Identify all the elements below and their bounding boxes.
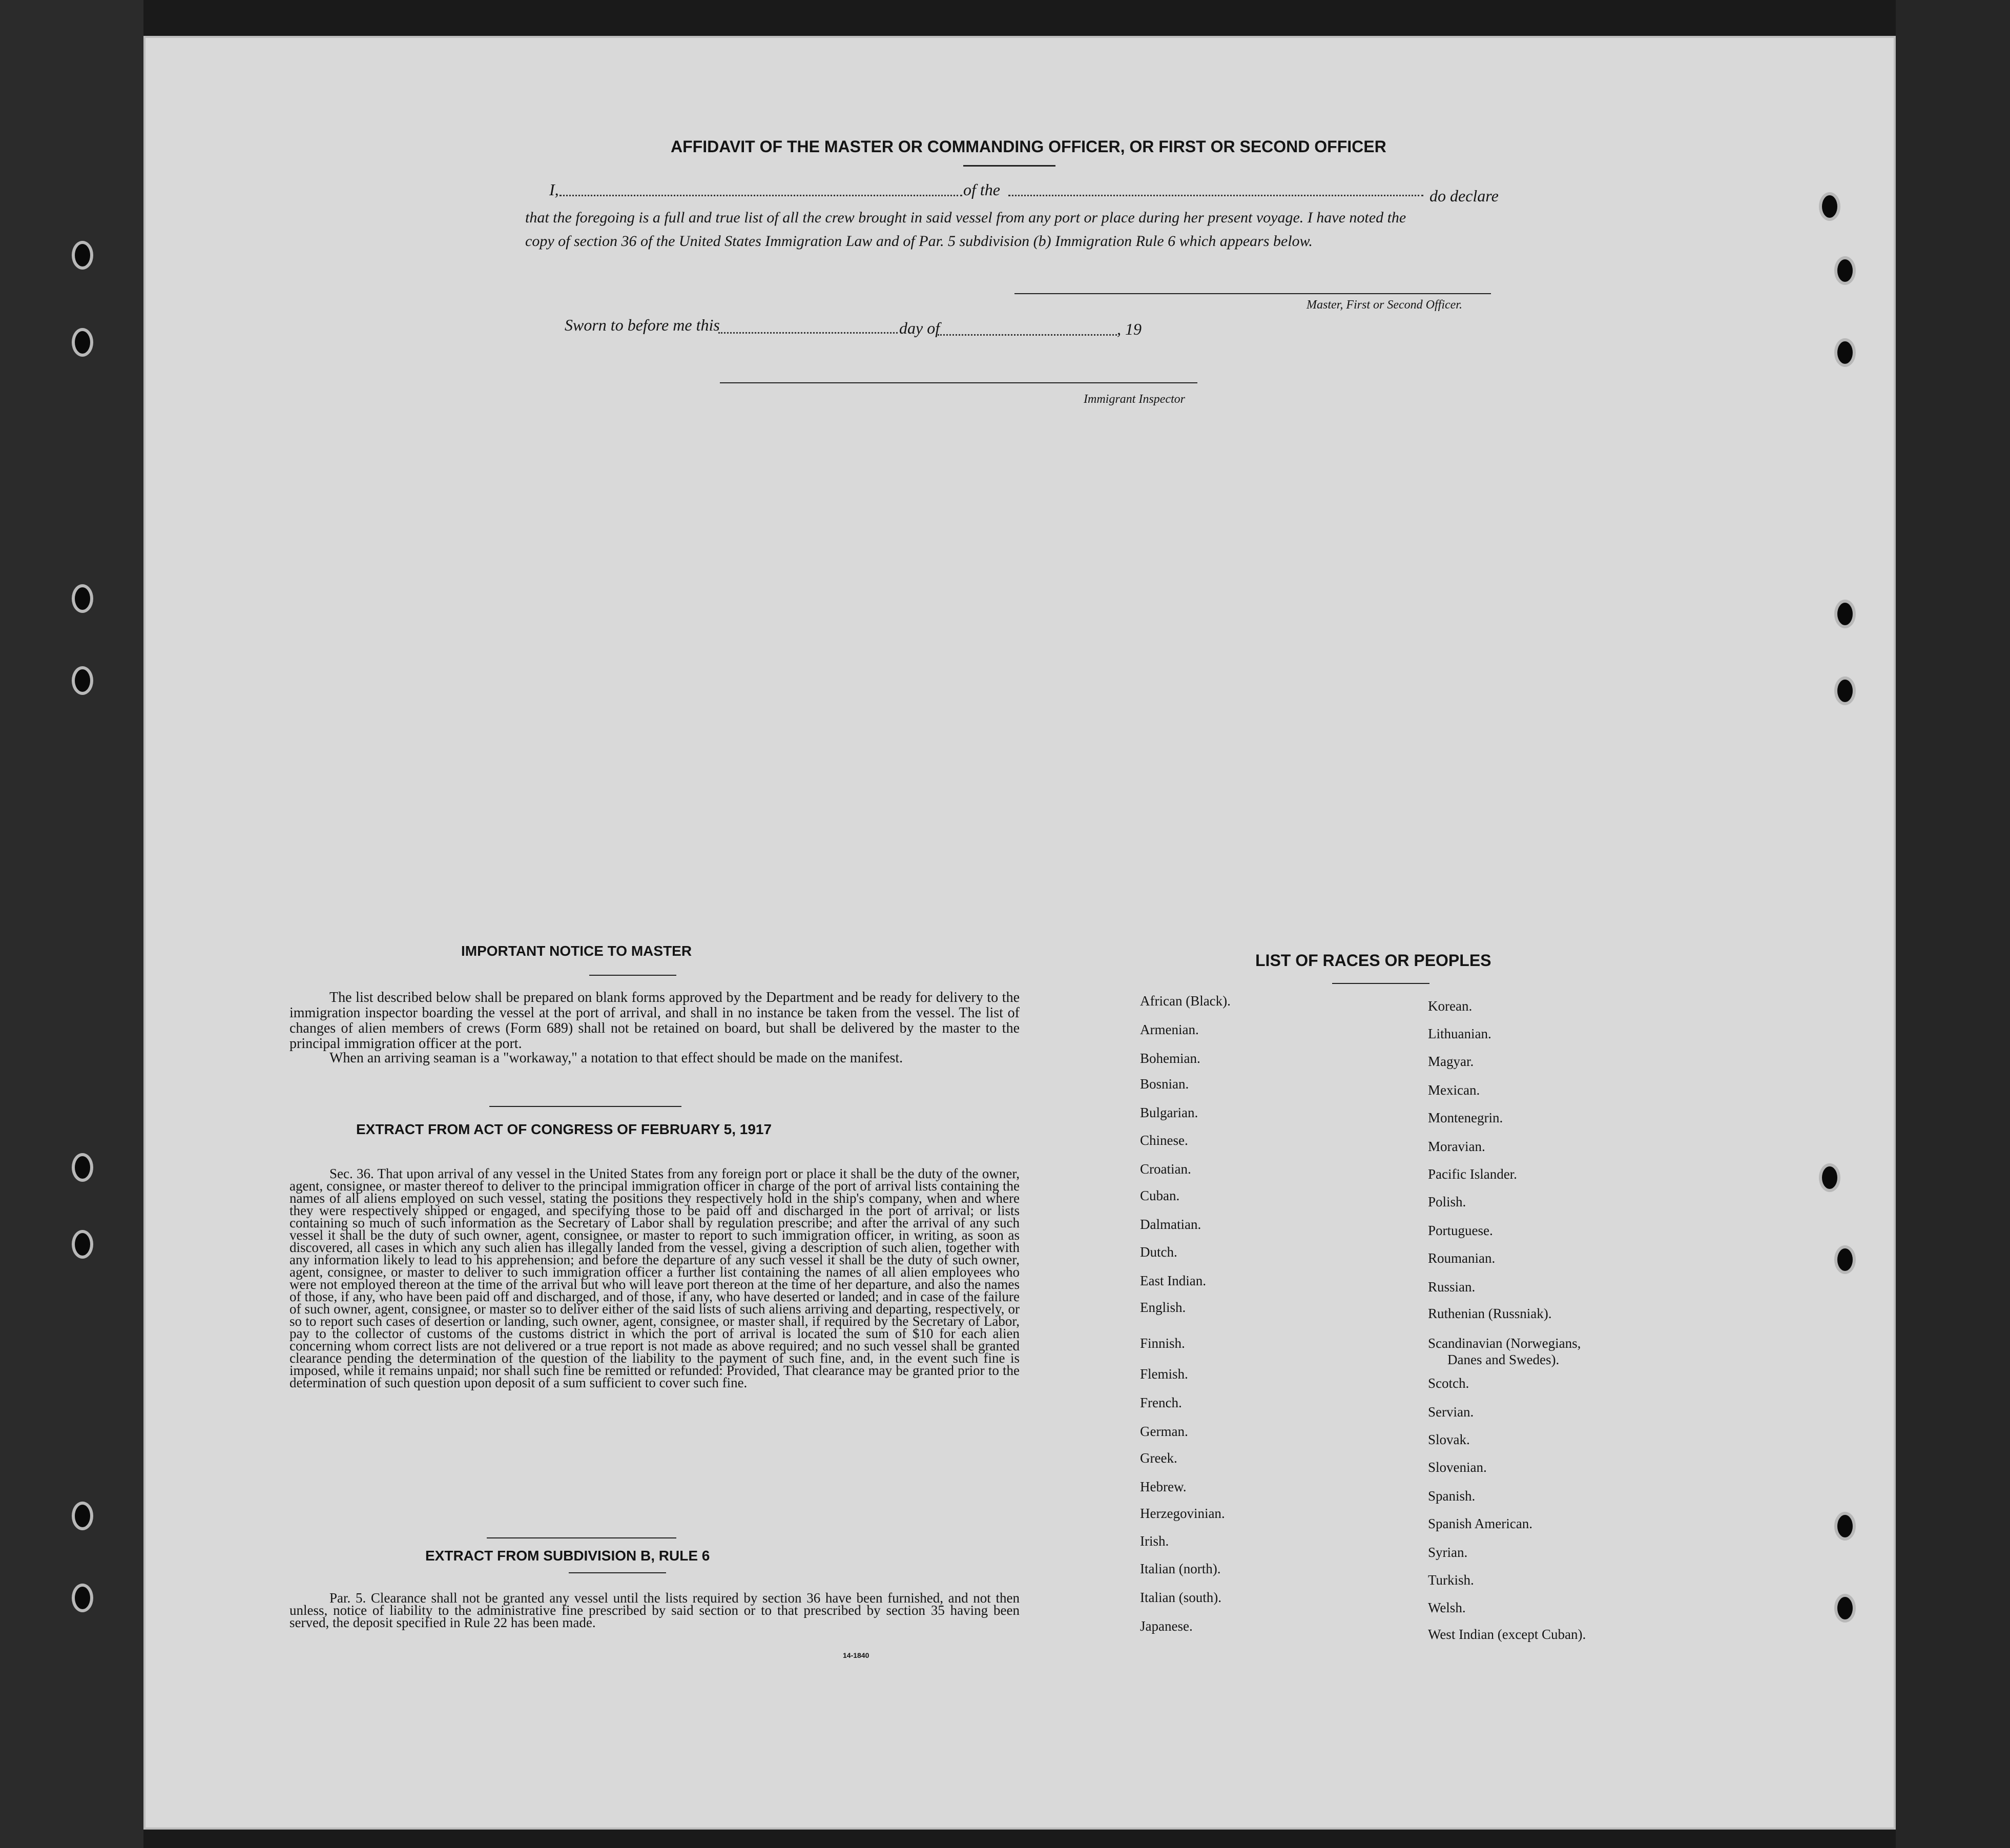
race-item: Danes and Swedes). <box>1447 1352 1560 1367</box>
extract-act-title: EXTRACT FROM ACT OF CONGRESS OF FEBRUARY 5, 1917 <box>356 1121 772 1137</box>
extract-act-body <box>289 1167 1020 1389</box>
race-item: Montenegrin. <box>1428 1110 1503 1125</box>
affidavit-line1: that the foregoing is a full and true list of all the crew brought in said vessel from any port or place during her present voyage. I have noted the <box>525 209 1406 226</box>
race-item: Hebrew. <box>1140 1479 1187 1494</box>
binder-hole <box>72 1230 93 1259</box>
race-item: Magyar. <box>1428 1054 1474 1069</box>
punch-hole <box>1834 256 1856 285</box>
race-item: Welsh. <box>1428 1600 1466 1615</box>
punch-hole <box>1819 192 1840 221</box>
master-label: Master, First or Second Officer. <box>1307 298 1462 312</box>
race-item: Korean. <box>1428 998 1473 1014</box>
extract-act-body-text: Sec. 36. That upon arrival of any vessel in the United States from any foreign port or place it shall be the duty of the owner, agent, consignee, or master thereof to deliver to the principal immigration officer in charge of the port of arrival lists containing the names of all aliens employed on such vessel, stating the positions they respectively hold in the ship's company, when and where they were respectively shipped or engaged, and specifying those to be paid off and discharged in the port of arrival; or lists containing so much of such information as the Secretary of Labor shall by regulation prescribe; and after the arrival of any such vessel it shall be the duty of such owner, agent, consignee, or master to report to such immigration officer, in writing, as soon as discovered, all cases in which any such alien has illegally landed from the vessel, giving a description of such alien, together with any information likely to lead to his apprehension; and before the departure of any such vessel it shall be the duty of such owner, agent, consignee, or master to deliver to such immigration officer a further list containing the names of all alien employees who were not employed thereon at the time of the arrival but who will leave port thereon at the time of her departure, and also the names of those, if any, who have been paid off and discharged, and of those, if any, who have deserted or landed; and in case of the failure of such owner, agent, consignee, or master so to deliver either of the said lists of such aliens arriving and departing, respectively, or so to report such cases of desertion or landing, such owner, agent, consignee, or master shall, if required by the Secretary of Labor, pay to the collector of customs of the customs district in which the port of arrival is located the sum of $10 for each alien concerning whom correct lists are not delivered or a true report is not made as above required; and no such vessel shall be granted clearance pending the determination of the question of the liability to the payment of such fine, and, in the event such fine is imposed, while it remains unpaid; nor shall such fine be remitted or refunded: Provided, That clearance may be granted prior to the determination of such question upon deposit of a sum sufficient to cover such fine. <box>289 1166 1020 1390</box>
race-item: Armenian. <box>1140 1022 1199 1037</box>
race-item: Spanish American. <box>1428 1516 1532 1531</box>
punch-hole <box>1834 600 1856 628</box>
race-item: Bosnian. <box>1140 1076 1189 1092</box>
punch-hole <box>1834 676 1856 705</box>
race-item: Spanish. <box>1428 1488 1476 1504</box>
race-item: Russian. <box>1428 1279 1476 1295</box>
punch-hole <box>1834 1245 1856 1274</box>
race-item: Moravian. <box>1428 1139 1485 1154</box>
binder-right <box>1896 0 2010 1848</box>
affidavit-line2: copy of section 36 of the United States Immigration Law and of Par. 5 subdivision (b) Immigration Rule 6 which appears below. <box>525 233 1313 250</box>
affidavit-title: AFFIDAVIT OF THE MASTER OR COMMANDING OFFICER, OR FIRST OR SECOND OFFICER <box>671 137 1386 156</box>
race-item: Scandinavian (Norwegians, <box>1428 1336 1581 1351</box>
race-item: Roumanian. <box>1428 1250 1496 1266</box>
section-divider <box>487 1537 676 1538</box>
race-item: Syrian. <box>1428 1545 1468 1560</box>
form-number: 14-1840 <box>843 1651 869 1659</box>
name-blank[interactable] <box>560 195 962 196</box>
notice-body-2-text: When an arriving seaman is a "workaway," a notation to that effect should be made on the manifest. <box>329 1050 903 1066</box>
section-divider <box>489 1106 681 1107</box>
binder-left <box>0 0 143 1848</box>
race-item: Bulgarian. <box>1140 1105 1198 1120</box>
affidavit-i: I, <box>549 180 559 199</box>
vessel-blank[interactable] <box>1008 195 1423 196</box>
inspector-label: Immigrant Inspector <box>1084 393 1185 406</box>
race-item: Scotch. <box>1428 1375 1469 1391</box>
sworn-year: , 19 <box>1117 320 1142 338</box>
race-item: Portuguese. <box>1428 1223 1493 1238</box>
race-item: Bohemian. <box>1140 1051 1200 1066</box>
race-item: German. <box>1140 1424 1188 1439</box>
race-item: Slovak. <box>1428 1432 1470 1447</box>
race-item: Dutch. <box>1140 1244 1177 1260</box>
extract-rule-underline <box>569 1572 666 1573</box>
punch-hole <box>1834 1594 1856 1623</box>
race-item: Croatian. <box>1140 1161 1191 1177</box>
inspector-signature-line[interactable] <box>720 382 1197 383</box>
race-item: Chinese. <box>1140 1133 1188 1148</box>
race-item: East Indian. <box>1140 1273 1206 1288</box>
binder-hole <box>72 1502 93 1530</box>
race-item: Italian (north). <box>1140 1561 1221 1576</box>
race-item: French. <box>1140 1395 1182 1410</box>
sworn-day-of: day of <box>899 319 940 337</box>
form-page <box>143 36 1896 1830</box>
extract-rule-title: EXTRACT FROM SUBDIVISION B, RULE 6 <box>425 1548 710 1564</box>
race-item: Greek. <box>1140 1450 1177 1466</box>
race-item: Ruthenian (Russniak). <box>1428 1306 1552 1321</box>
notice-title: IMPORTANT NOTICE TO MASTER <box>461 943 692 959</box>
binder-hole <box>72 1584 93 1612</box>
binder-hole <box>72 666 93 695</box>
race-item: West Indian (except Cuban). <box>1428 1627 1586 1642</box>
race-item: Polish. <box>1428 1194 1466 1209</box>
punch-hole <box>1834 1512 1856 1541</box>
binder-hole <box>72 1153 93 1182</box>
binder-hole <box>72 584 93 613</box>
sworn-month-blank[interactable] <box>938 334 1117 336</box>
race-item: Lithuanian. <box>1428 1026 1491 1041</box>
race-item: Irish. <box>1140 1533 1169 1549</box>
race-item: Finnish. <box>1140 1336 1185 1351</box>
extract-rule-body <box>289 1592 1020 1629</box>
races-title: LIST OF RACES OR PEOPLES <box>1255 951 1491 970</box>
notice-body-2 <box>289 1051 1020 1066</box>
race-item: Mexican. <box>1428 1082 1480 1098</box>
race-item: Flemish. <box>1140 1366 1188 1382</box>
notice-body-text: The list described below shall be prepared on blank forms approved by the Department and be ready for delivery to the immigration inspector boarding the vessel at the port of arrival, and shall in no instance be taken from the vessel. The list of changes of alien members of crews (Form 689) shall not be retained on board, but shall be delivered by the master to the principal immigration officer at the port. <box>289 990 1020 1052</box>
race-item: African (Black). <box>1140 993 1231 1009</box>
binder-hole <box>72 241 93 270</box>
race-item: Herzegovinian. <box>1140 1506 1225 1521</box>
races-underline <box>1332 983 1429 984</box>
notice-body <box>289 990 1020 1052</box>
race-item: Slovenian. <box>1428 1460 1487 1475</box>
sworn-day-blank[interactable] <box>718 332 898 334</box>
race-item: Japanese. <box>1140 1618 1193 1634</box>
punch-hole <box>1819 1163 1840 1192</box>
race-item: Turkish. <box>1428 1572 1474 1588</box>
race-item: Italian (south). <box>1140 1590 1221 1605</box>
affidavit-do-declare: do declare <box>1429 187 1499 205</box>
notice-underline <box>589 975 676 976</box>
race-item: Servian. <box>1428 1404 1474 1420</box>
race-item: Pacific Islander. <box>1428 1166 1517 1182</box>
title-underline <box>963 165 1055 167</box>
binder-hole <box>72 328 93 357</box>
race-item: English. <box>1140 1300 1186 1315</box>
punch-hole <box>1834 338 1856 367</box>
affidavit-of-the: of the <box>963 180 1000 199</box>
race-item: Cuban. <box>1140 1188 1180 1203</box>
extract-rule-body-text: Par. 5. Clearance shall not be granted any vessel until the lists required by section 36 have been furnished, and not then unless, notice of liability to the administrative fine prescribed by said section or to that prescribed by section 35 having been served, the deposit specified in Rule 22 has been made. <box>289 1590 1020 1630</box>
sworn-prefix: Sworn to before me this <box>565 316 720 334</box>
race-item: Dalmatian. <box>1140 1217 1201 1232</box>
master-signature-line[interactable] <box>1014 293 1491 294</box>
